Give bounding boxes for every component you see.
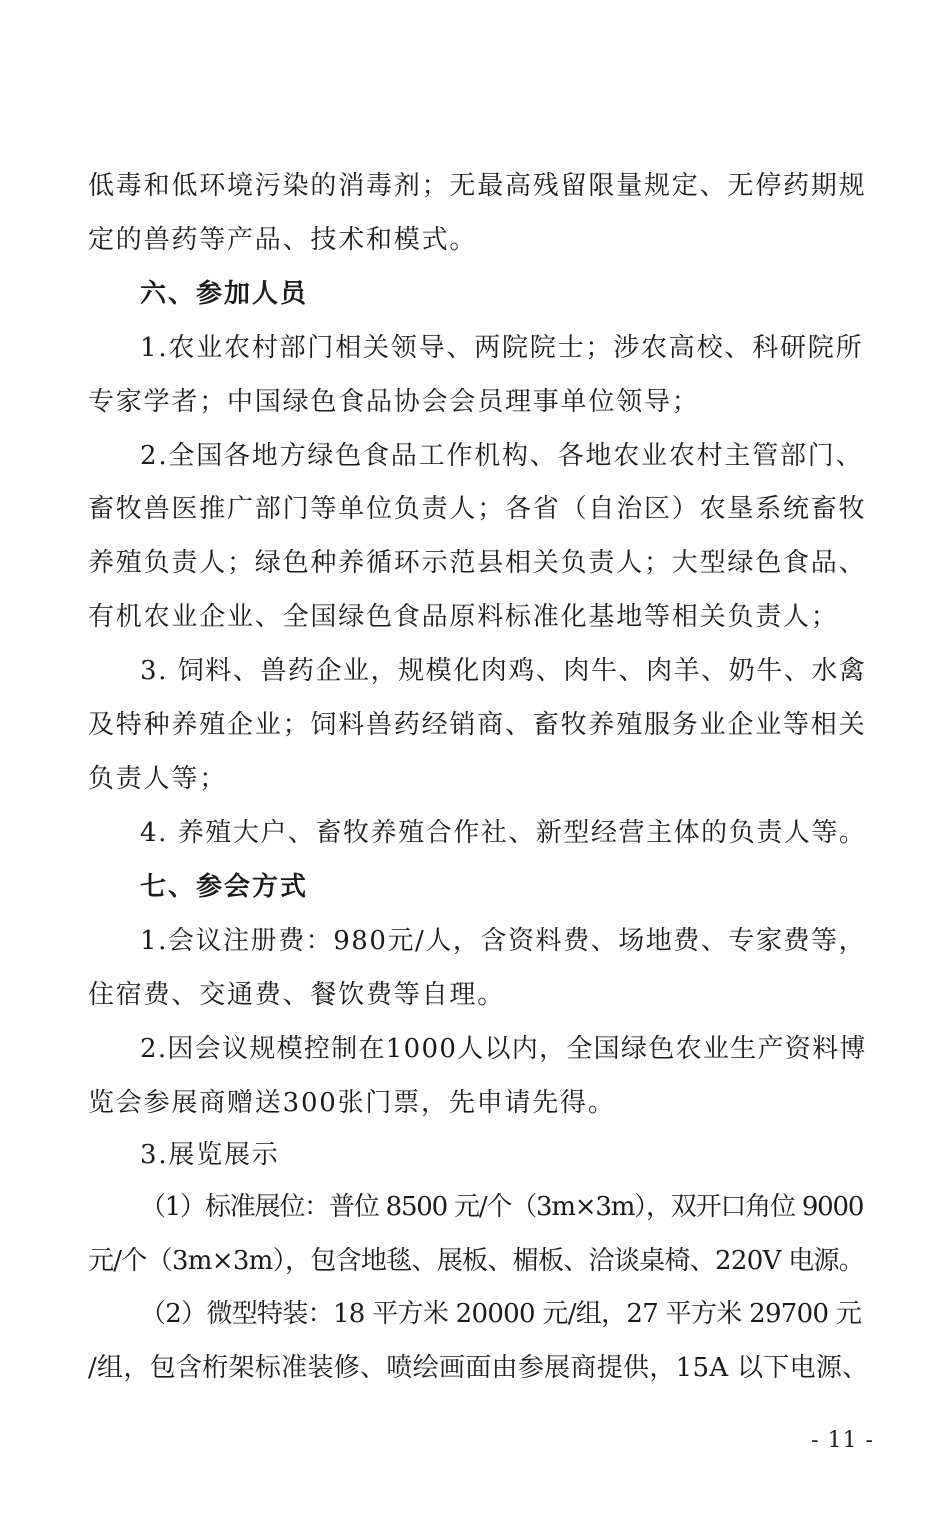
section-heading-participants: 六、参加人员 [140,279,309,309]
body-line: 住宿费、交通费、餐饮费等自理。 [88,980,506,1010]
body-line: 4. 养殖大户、畜牧养殖合作社、新型经营主体的负责人等。 [140,818,867,848]
body-line: 1.农业农村部门相关领导、两院院士；涉农高校、科研院所 [140,333,864,363]
body-line: （2）微型特装：18 平方米 20000 元/组，27 平方米 29700 元 [140,1299,862,1329]
body-line: 3. 饲料、兽药企业，规模化肉鸡、肉牛、肉羊、奶牛、水禽 [140,656,867,686]
body-line: 1.会议注册费：980元/人，含资料费、场地费、专家费等， [140,926,867,956]
body-line: 有机农业企业、全国绿色食品原料标准化基地等相关负责人； [88,602,839,632]
body-line: 2.全国各地方绿色食品工作机构、各地农业农村主管部门、 [140,441,864,471]
body-line: 负责人等； [88,764,228,794]
body-line: /组，包含桁架标准装修、喷绘画面由参展商提供，15A 以下电源、 [88,1353,869,1383]
body-line: 定的兽药等产品、技术和模式。 [88,225,478,255]
section-heading-attendance: 七、参会方式 [140,872,309,902]
body-line: 专家学者；中国绿色食品协会会员理事单位领导； [88,387,700,417]
body-line: 及特种养殖企业；饲料兽药经销商、畜牧养殖服务业企业等相关 [88,710,867,740]
body-line: 2.因会议规模控制在1000人以内，全国绿色农业生产资料博 [140,1034,867,1064]
body-line: （1）标准展位：普位 8500 元/个（3m×3m），双开口角位 9000 [140,1192,864,1222]
body-line: 畜牧兽医推广部门等单位负责人；各省（自治区）农垦系统畜牧 [88,494,867,524]
body-line: 养殖负责人；绿色种养循环示范县相关负责人；大型绿色食品、 [88,548,867,578]
body-line: 3.展览展示 [140,1140,280,1170]
page-number: - 11 - [811,1428,874,1453]
body-line: 元/个（3m×3m），包含地毯、展板、楣板、洽谈桌椅、220V 电源。 [88,1246,865,1276]
body-line: 低毒和低环境污染的消毒剂；无最高残留限量规定、无停药期规 [88,171,867,201]
body-line: 览会参展商赠送300张门票，先申请先得。 [88,1088,616,1118]
